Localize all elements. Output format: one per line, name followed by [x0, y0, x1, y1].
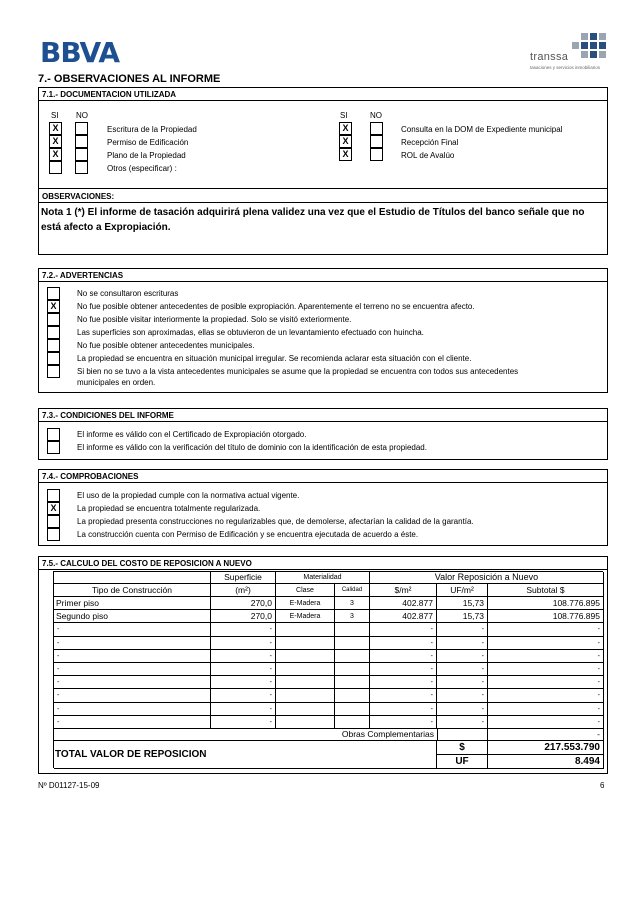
cell-calidad: [335, 623, 370, 636]
doc-left-label: Otros (especificar) :: [107, 164, 177, 173]
cell-ufm2: -: [437, 676, 488, 689]
cell-pm2: -: [370, 703, 437, 716]
cell-sup: -: [211, 716, 276, 729]
condition-checkbox[interactable]: [47, 441, 60, 454]
doc-left-si-checkbox[interactable]: X: [49, 135, 62, 148]
doc-left-no-checkbox[interactable]: [75, 135, 88, 148]
col-header-uf-m2: UF/m²: [437, 584, 488, 597]
no-header-left: NO: [76, 111, 88, 120]
cell-ufm2: 15,73: [437, 610, 488, 623]
check-text: La construcción cuenta con Permiso de Edificación y se encuentra ejecutada de acuerdo a éste.: [77, 530, 419, 539]
col-header-subtotal: Subtotal $: [488, 584, 604, 597]
cell-calidad: [335, 716, 370, 729]
doc-right-label: Recepción Final: [401, 138, 459, 147]
cell-sub: -: [488, 716, 604, 729]
cell-pm2: -: [370, 676, 437, 689]
warning-text: Las superficies son aproximadas, ellas se obtuvieron de un levantamiento efectuado con huincha.: [77, 328, 424, 337]
doc-left-si-checkbox[interactable]: X: [49, 122, 62, 135]
check-checkbox[interactable]: [47, 515, 60, 528]
cell-sub: -: [488, 676, 604, 689]
doc-right-no-checkbox[interactable]: [370, 135, 383, 148]
documentation-section: [38, 87, 608, 189]
col-header-superficie: Superficie: [211, 572, 276, 584]
cell-sub: -: [488, 689, 604, 702]
documentation-title: 7.1.- DOCUMENTACION UTILIZADA: [39, 88, 607, 101]
cell-ufm2: -: [437, 689, 488, 702]
cell-ufm2: 15,73: [437, 597, 488, 610]
cell-sup: 270,0: [211, 597, 276, 610]
total-label: TOTAL VALOR DE REPOSICION: [54, 741, 437, 769]
warning-text: La propiedad se encuentra en situación municipal irregular. Se recomienda aclarar esta situación con el cliente.: [77, 354, 472, 363]
cell-clase: [276, 689, 335, 702]
total-pesos-value: 217.553.790: [488, 741, 604, 755]
cell-ufm2: -: [437, 650, 488, 663]
cell-sup: -: [211, 689, 276, 702]
condition-text: El informe es válido con la verificación del título de dominio con la identificación de esta propiedad.: [77, 443, 427, 452]
cell-ufm2: -: [437, 663, 488, 676]
cell-calidad: [335, 689, 370, 702]
obras-label: Obras Complementarias: [54, 729, 437, 741]
cell-clase: [276, 650, 335, 663]
cell-pm2: -: [370, 650, 437, 663]
transsa-logo-text: transsa: [530, 51, 569, 63]
check-checkbox[interactable]: [47, 489, 60, 502]
cell-pm2: -: [370, 663, 437, 676]
total-uf-value: 8.494: [488, 755, 604, 769]
cell-clase: E-Madera: [276, 610, 335, 623]
cell-ufm2: -: [437, 703, 488, 716]
cell-sub: -: [488, 663, 604, 676]
warning-checkbox[interactable]: [47, 352, 60, 365]
cell-sup: -: [211, 676, 276, 689]
cell-tipo: Primer piso: [54, 597, 211, 610]
col-header-calidad: Calidad: [335, 584, 370, 597]
cell-tipo: -: [54, 663, 211, 676]
warning-checkbox[interactable]: [47, 326, 60, 339]
doc-right-si-checkbox[interactable]: X: [339, 148, 352, 161]
warning-text: Si bien no se tuvo a la vista antecedentes municipales se asume que la propiedad se encuentra con todos sus antecedentes: [77, 367, 519, 376]
cell-clase: [276, 676, 335, 689]
cell-ufm2: -: [437, 716, 488, 729]
cell-calidad: [335, 703, 370, 716]
cell-tipo: Segundo piso: [54, 610, 211, 623]
doc-right-label: ROL de Avalúo: [401, 151, 455, 160]
cell-clase: [276, 663, 335, 676]
cell-tipo: -: [54, 689, 211, 702]
section-title: 7.- OBSERVACIONES AL INFORME: [38, 73, 221, 85]
doc-left-label: Permiso de Edificación: [107, 138, 189, 147]
col-header-pesos-m2: $/m²: [370, 584, 437, 597]
cell-tipo: -: [54, 650, 211, 663]
cell-tipo: -: [54, 703, 211, 716]
bbva-logo: BBVA: [40, 36, 119, 69]
warning-checkbox[interactable]: X: [47, 300, 60, 313]
cell-tipo: -: [54, 676, 211, 689]
doc-left-si-checkbox[interactable]: X: [49, 148, 62, 161]
cell-calidad: 3: [335, 610, 370, 623]
col-header-m2: (m²): [211, 584, 276, 597]
doc-right-label: Consulta en la DOM de Expediente municipal: [401, 125, 563, 134]
cell-calidad: [335, 663, 370, 676]
total-pesos-label: $: [437, 741, 488, 755]
obras-value: -: [488, 729, 604, 741]
cell-tipo: -: [54, 637, 211, 650]
doc-right-no-checkbox[interactable]: [370, 148, 383, 161]
cell-sup: 270,0: [211, 610, 276, 623]
doc-left-label: Plano de la Propiedad: [107, 151, 186, 160]
col-header-valor: Valor Reposición a Nuevo: [370, 572, 604, 584]
cell-calidad: [335, 676, 370, 689]
no-header-right: NO: [370, 111, 382, 120]
doc-left-no-checkbox[interactable]: [75, 148, 88, 161]
cell-clase: [276, 716, 335, 729]
cell-sub: -: [488, 650, 604, 663]
doc-left-no-checkbox[interactable]: [75, 122, 88, 135]
doc-right-si-checkbox[interactable]: X: [339, 122, 352, 135]
warning-checkbox[interactable]: [47, 339, 60, 352]
si-header-right: SI: [340, 111, 348, 120]
si-header-left: SI: [51, 111, 59, 120]
condition-text: El informe es válido con el Certificado de Expropiación otorgado.: [77, 430, 307, 439]
transsa-tagline: tasaciones y servicios inmobiliarios: [530, 65, 601, 70]
observations-note: Nota 1 (*) El informe de tasación adquirirá plena validez una vez que el Estudio de Títulos del banco señale que no está afecto a Expropiación.: [41, 207, 585, 233]
warnings-title: 7.2.- ADVERTENCIAS: [39, 269, 607, 282]
doc-left-label: Escritura de la Propiedad: [107, 125, 197, 134]
checks-title: 7.4.- COMPROBACIONES: [39, 470, 607, 483]
obras-blank: [437, 729, 488, 741]
cell-sup: -: [211, 650, 276, 663]
cell-pm2: 402.877: [370, 610, 437, 623]
check-text: La propiedad se encuentra totalmente regularizada.: [77, 504, 261, 513]
checks-section: [38, 469, 608, 546]
col-header-clase: Clase: [276, 584, 335, 597]
cost-calculation-title: 7.5.- CALCULO DEL COSTO DE REPOSICION A NUEVO: [39, 557, 607, 570]
total-uf-label: UF: [437, 755, 488, 769]
cell-pm2: -: [370, 637, 437, 650]
cell-clase: [276, 637, 335, 650]
warning-text: No fue posible obtener antecedentes de posible expropiación. Aparentemente el terreno no se encuentra afecto.: [77, 302, 475, 311]
cell-calidad: 3: [335, 597, 370, 610]
col-header-materialidad: Materialidad: [276, 572, 370, 584]
cell-sup: -: [211, 703, 276, 716]
check-checkbox[interactable]: [47, 528, 60, 541]
cell-ufm2: -: [437, 637, 488, 650]
col-header-tipo: Tipo de Construcción: [54, 584, 211, 597]
doc-right-si-checkbox[interactable]: X: [339, 135, 352, 148]
warnings-section: [38, 268, 608, 393]
doc-left-si-checkbox[interactable]: [49, 161, 62, 174]
warning-text: No fue posible obtener antecedentes municipales.: [77, 341, 255, 350]
doc-left-no-checkbox[interactable]: [75, 161, 88, 174]
cell-sup: -: [211, 623, 276, 636]
cell-tipo: -: [54, 623, 211, 636]
col-header-tipo-blank: [54, 572, 211, 584]
conditions-title: 7.3.- CONDICIONES DEL INFORME: [39, 409, 607, 422]
check-checkbox[interactable]: X: [47, 502, 60, 515]
cell-pm2: -: [370, 716, 437, 729]
condition-checkbox[interactable]: [47, 428, 60, 441]
cell-clase: [276, 623, 335, 636]
cell-pm2: -: [370, 689, 437, 702]
conditions-section: [38, 408, 608, 460]
cell-sub: -: [488, 703, 604, 716]
cell-calidad: [335, 637, 370, 650]
warning-checkbox[interactable]: [47, 313, 60, 326]
cell-clase: [276, 703, 335, 716]
cell-sub: 108.776.895: [488, 597, 604, 610]
cell-clase: E-Madera: [276, 597, 335, 610]
cell-sup: -: [211, 637, 276, 650]
warning-text: No fue posible visitar interiormente la propiedad. Solo se visitó exteriormente.: [77, 315, 352, 324]
cell-sub: 108.776.895: [488, 610, 604, 623]
cell-pm2: -: [370, 623, 437, 636]
warning-text: No se consultaron escrituras: [77, 289, 179, 298]
cell-sub: -: [488, 637, 604, 650]
check-text: La propiedad presenta construcciones no regularizables que, de demolerse, afectarían la calidad de la garantía.: [77, 517, 474, 526]
check-text: El uso de la propiedad cumple con la normativa actual vigente.: [77, 491, 300, 500]
cell-calidad: [335, 650, 370, 663]
observations-section: [38, 189, 608, 255]
cost-table: [53, 571, 603, 768]
cell-sup: -: [211, 663, 276, 676]
warning-checkbox[interactable]: [47, 287, 60, 300]
transsa-logo-mark: [572, 33, 606, 67]
page-number: 6: [600, 781, 605, 790]
document-number: Nº D01127-15-09: [38, 781, 100, 790]
cell-pm2: 402.877: [370, 597, 437, 610]
warning-text-continued: municipales en orden.: [77, 378, 156, 387]
warning-checkbox[interactable]: [47, 365, 60, 378]
cell-tipo: -: [54, 716, 211, 729]
observations-title: OBSERVACIONES:: [39, 189, 607, 203]
cell-sub: -: [488, 623, 604, 636]
cell-ufm2: -: [437, 623, 488, 636]
doc-right-no-checkbox[interactable]: [370, 122, 383, 135]
